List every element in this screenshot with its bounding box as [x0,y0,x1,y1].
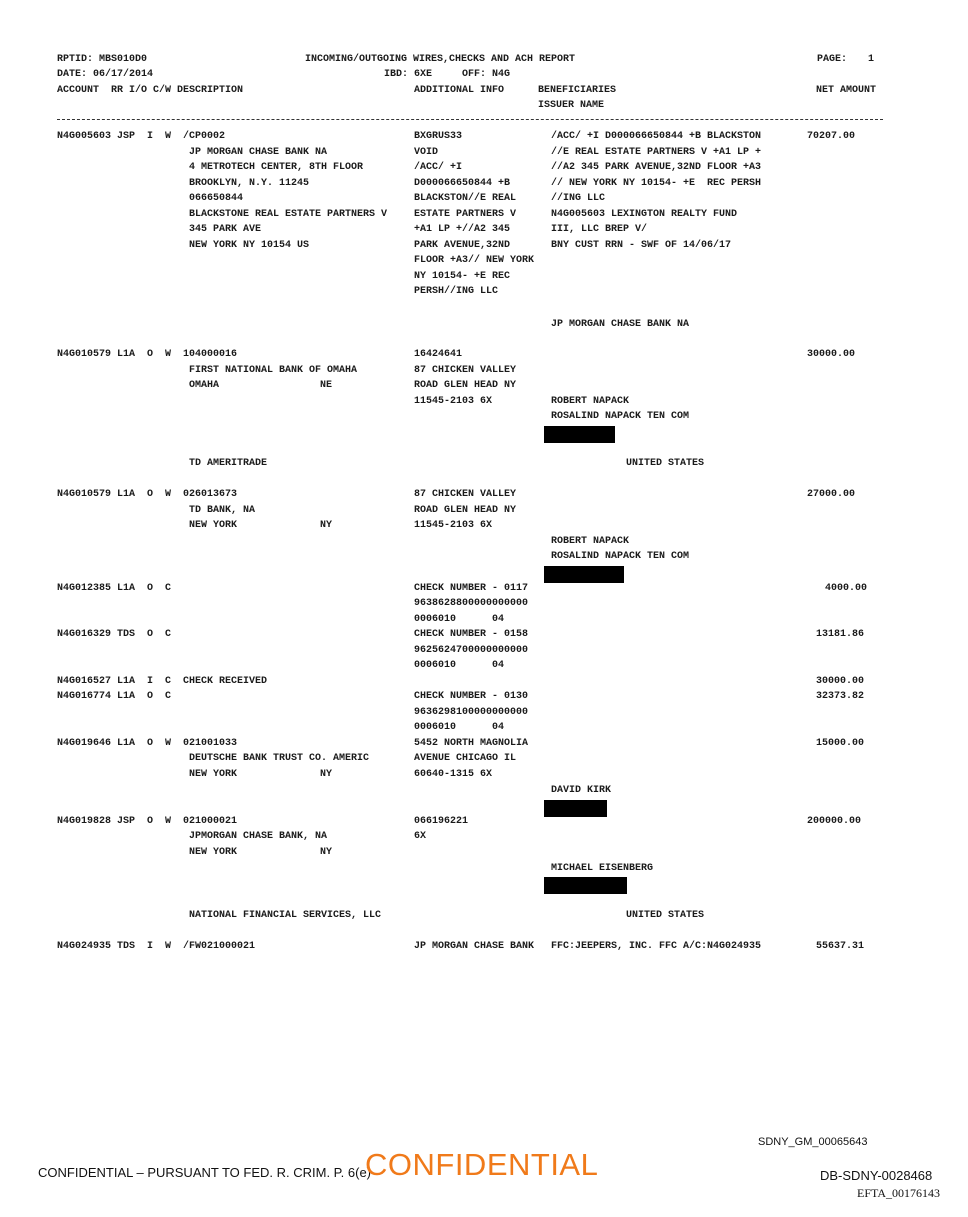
record-net-amount: 32373.82 [816,691,865,702]
record-additional-info: 6X [414,831,427,842]
record-check-number: CHECK NUMBER - 0158 [414,629,529,640]
record-account-line: N4G005603 JSP I W /CP0002 [57,131,226,142]
record-micr-line: 9638628800000000000 [414,598,529,609]
record-micr-line: 0006010 04 [414,614,505,625]
record-additional-info: 11545-2103 6X [414,396,493,407]
record-net-amount: 55637.31 [816,941,865,952]
record-city: OMAHA [189,380,220,391]
bates-number-efta: EFTA_00176143 [857,1186,941,1200]
record-account-line: N4G016527 L1A I C CHECK RECEIVED [57,676,268,687]
redaction-box [544,877,627,894]
record-additional-info: NY 10154- +E REC [414,271,511,282]
record-beneficiary: FFC:JEEPERS, INC. FFC A/C:N4G024935 [551,941,762,952]
record-additional-info: BLACKSTON//E REAL [414,193,517,204]
record-additional-info: ROAD GLEN HEAD NY [414,505,517,516]
record-beneficiary: III, LLC BREP V/ [551,224,648,235]
report-title: INCOMING/OUTGOING WIRES,CHECKS AND ACH REPORT [305,54,576,65]
record-beneficiary: //A2 345 PARK AVENUE,32ND FLOOR +A3 [551,162,762,173]
record-beneficiary: ROBERT NAPACK [551,536,630,547]
record-additional-info: D000066650844 +B [414,178,511,189]
record-additional-info: 87 CHICKEN VALLEY [414,489,517,500]
record-net-amount: 4000.00 [825,583,868,594]
bates-number-db-sdny: DB-SDNY-0028468 [820,1168,933,1183]
record-description: NEW YORK NY 10154 US [189,240,310,251]
record-account-line: N4G010579 L1A O W 104000016 [57,349,238,360]
record-net-amount: 27000.00 [807,489,856,500]
report-id: RPTID: MBS010D0 [57,54,148,65]
column-header-account: ACCOUNT RR I/O C/W DESCRIPTION [57,85,244,96]
record-additional-info: /ACC/ +I [414,162,463,173]
record-beneficiary: ROBERT NAPACK [551,396,630,407]
record-issuer: JP MORGAN CHASE BANK NA [551,319,690,330]
redaction-box [544,426,615,443]
redaction-box [544,566,624,583]
page-number: 1 [868,54,875,65]
record-description: JPMORGAN CHASE BANK, NA [189,831,328,842]
record-state: NY [320,769,333,780]
record-additional-info: FLOOR +A3// NEW YORK [414,255,535,266]
record-issuer: NATIONAL FINANCIAL SERVICES, LLC [189,910,382,921]
record-account-line: N4G016774 L1A O C [57,691,172,702]
record-additional-info: 5452 NORTH MAGNOLIA [414,738,529,749]
record-net-amount: 30000.00 [807,349,856,360]
record-additional-info: 87 CHICKEN VALLEY [414,365,517,376]
report-date: DATE: 06/17/2014 [57,69,154,80]
record-beneficiary: //ING LLC [551,193,606,204]
record-beneficiary: DAVID KIRK [551,785,612,796]
record-additional-info: 11545-2103 6X [414,520,493,531]
record-additional-info: ESTATE PARTNERS V [414,209,517,220]
record-additional-info: VOID [414,147,439,158]
record-additional-info: +A1 LP +//A2 345 [414,224,511,235]
record-micr-line: 9625624700000000000 [414,645,529,656]
record-account-line: N4G010579 L1A O W 026013673 [57,489,238,500]
record-description: TD BANK, NA [189,505,256,516]
record-beneficiary: MICHAEL EISENBERG [551,863,654,874]
record-additional-info: AVENUE CHICAGO IL [414,753,517,764]
record-description: 066650844 [189,193,244,204]
record-beneficiary: BNY CUST RRN - SWF OF 14/06/17 [551,240,732,251]
record-micr-line: 9636298100000000000 [414,707,529,718]
record-beneficiary: // NEW YORK NY 10154- +E REC PERSH [551,178,762,189]
record-account-line: N4G016329 TDS O C [57,629,172,640]
record-check-number: CHECK NUMBER - 0130 [414,691,529,702]
record-net-amount: 70207.00 [807,131,856,142]
record-net-amount: 15000.00 [816,738,865,749]
record-beneficiary: ROSALIND NAPACK TEN COM [551,551,690,562]
record-additional-info: 16424641 [414,349,463,360]
page-label: PAGE: [817,54,848,65]
record-city: NEW YORK [189,847,238,858]
record-account-line: N4G012385 L1A O C [57,583,172,594]
record-description: 345 PARK AVE [189,224,262,235]
record-additional-info: 066196221 [414,816,469,827]
record-issuer-country: UNITED STATES [626,458,705,469]
record-beneficiary: /ACC/ +I D000066650844 +B BLACKSTON [551,131,762,142]
record-net-amount: 13181.86 [816,629,865,640]
record-description: DEUTSCHE BANK TRUST CO. AMERIC [189,753,370,764]
record-additional-info: PERSH//ING LLC [414,286,499,297]
record-city: NEW YORK [189,769,238,780]
record-state: NY [320,847,333,858]
column-header-beneficiaries: BENEFICIARIES [538,85,617,96]
record-issuer-country: UNITED STATES [626,910,705,921]
record-description: BROOKLYN, N.Y. 11245 [189,178,310,189]
record-beneficiary: ROSALIND NAPACK TEN COM [551,411,690,422]
record-net-amount: 30000.00 [816,676,865,687]
record-additional-info: ROAD GLEN HEAD NY [414,380,517,391]
record-account-line: N4G024935 TDS I W /FW021000021 [57,941,256,952]
confidential-legend: CONFIDENTIAL – PURSUANT TO FED. R. CRIM. P. 6(e) [38,1165,372,1180]
record-net-amount: 200000.00 [807,816,862,827]
record-additional-info: BXGRUS33 [414,131,463,142]
record-additional-info: JP MORGAN CHASE BANK [414,941,535,952]
record-account-line: N4G019828 JSP O W 021000021 [57,816,238,827]
record-city: NEW YORK [189,520,238,531]
header-divider [57,119,883,120]
ibd-office: IBD: 6XE OFF: N4G [384,69,511,80]
record-description: JP MORGAN CHASE BANK NA [189,147,328,158]
record-beneficiary: //E REAL ESTATE PARTNERS V +A1 LP + [551,147,762,158]
record-beneficiary: N4G005603 LEXINGTON REALTY FUND [551,209,738,220]
confidential-stamp: CONFIDENTIAL [365,1147,599,1182]
column-header-net-amount: NET AMOUNT [816,85,877,96]
record-check-number: CHECK NUMBER - 0117 [414,583,529,594]
record-additional-info: 60640-1315 6X [414,769,493,780]
record-micr-line: 0006010 04 [414,660,505,671]
record-issuer: TD AMERITRADE [189,458,268,469]
record-description: BLACKSTONE REAL ESTATE PARTNERS V [189,209,388,220]
record-state: NE [320,380,333,391]
record-additional-info: PARK AVENUE,32ND [414,240,511,251]
record-micr-line: 0006010 04 [414,722,505,733]
column-header-additional-info: ADDITIONAL INFO [414,85,505,96]
bates-number-sdny-gm: SDNY_GM_00065643 [758,1136,868,1148]
record-description: 4 METROTECH CENTER, 8TH FLOOR [189,162,364,173]
redaction-box [544,800,607,817]
column-header-issuer: ISSUER NAME [538,100,605,111]
record-state: NY [320,520,333,531]
record-account-line: N4G019646 L1A O W 021001033 [57,738,238,749]
record-description: FIRST NATIONAL BANK OF OMAHA [189,365,358,376]
